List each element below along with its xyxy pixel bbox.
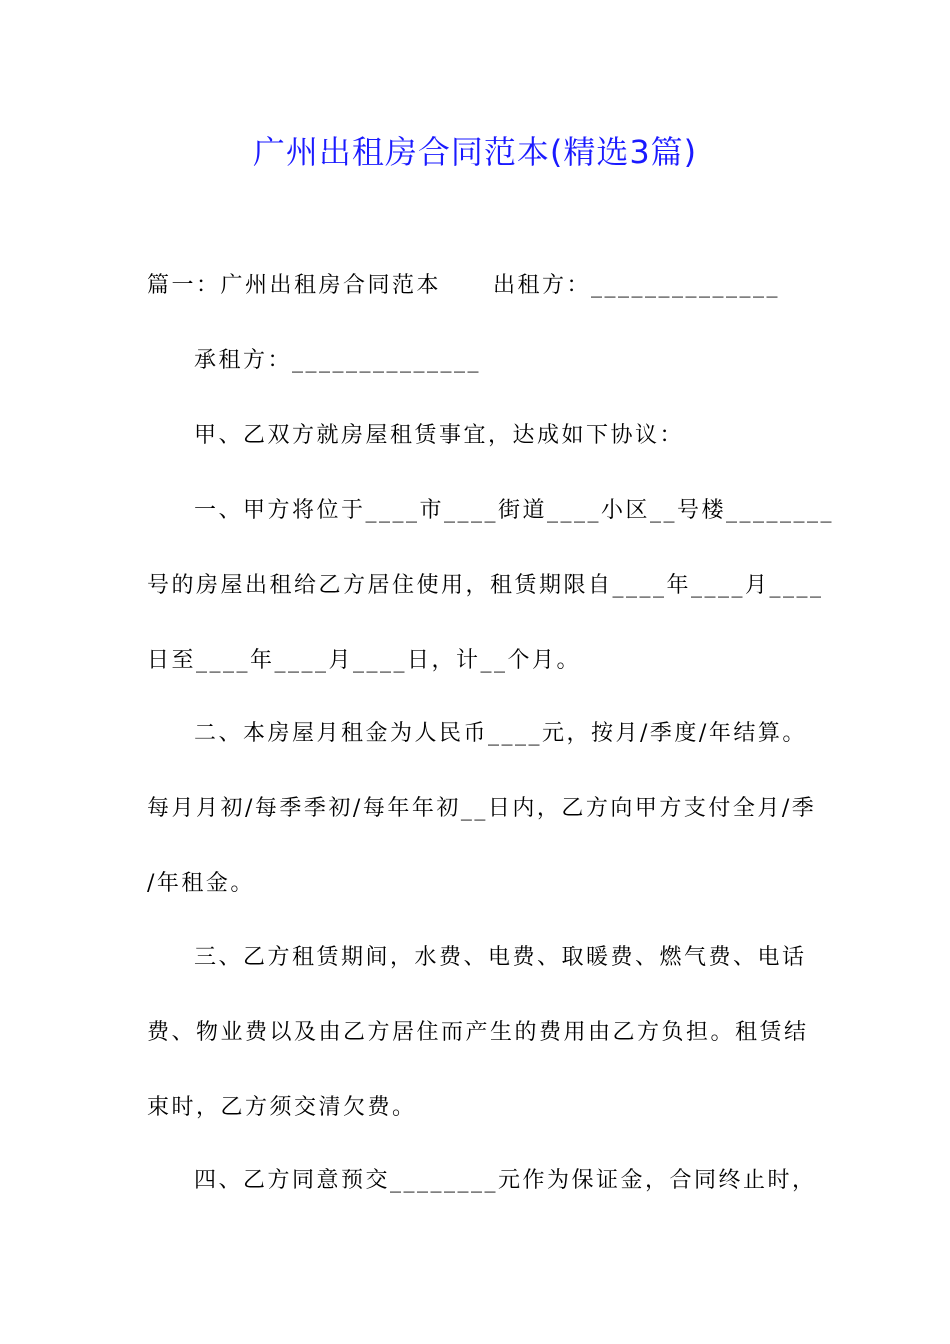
clause-3-line-3: 束时，乙方须交清欠费。: [147, 1095, 417, 1120]
clause-1-line-2: 号的房屋出租给乙方居住使用，租赁期限自____年____月____: [147, 573, 824, 598]
agreement-intro: 甲、乙双方就房屋租赁事宜，达成如下协议：: [194, 423, 685, 448]
section-heading-line: [147, 270, 827, 302]
lessor-field: 出租方：______________: [493, 273, 781, 298]
clause-1-line-3: 日至____年____月____日，计__个月。: [147, 648, 582, 673]
clause-3-line-1: 三、乙方租赁期间，水费、电费、取暖费、燃气费、电话: [194, 945, 807, 970]
clause-4-line-1: 四、乙方同意预交________元作为保证金，合同终止时，: [194, 1168, 817, 1193]
clause-2-line-3: /年租金。: [147, 871, 255, 896]
lessee-field: 承租方：______________: [194, 348, 482, 373]
clause-3-line-2: 费、物业费以及由乙方居住而产生的费用由乙方负担。租赁结: [147, 1020, 809, 1045]
section-heading: 篇一：广州出租房合同范本: [147, 273, 442, 298]
clause-1-line-1: 一、甲方将位于____市____街道____小区__号楼________: [194, 498, 835, 523]
clause-2-line-1: 二、本房屋月租金为人民币____元，按月/季度/年结算。: [194, 721, 807, 746]
clause-2-line-2: 每月月初/每季季初/每年年初__日内，乙方向甲方支付全月/季: [147, 796, 817, 821]
document-title: 广州出租房合同范本(精选3篇): [252, 133, 698, 171]
